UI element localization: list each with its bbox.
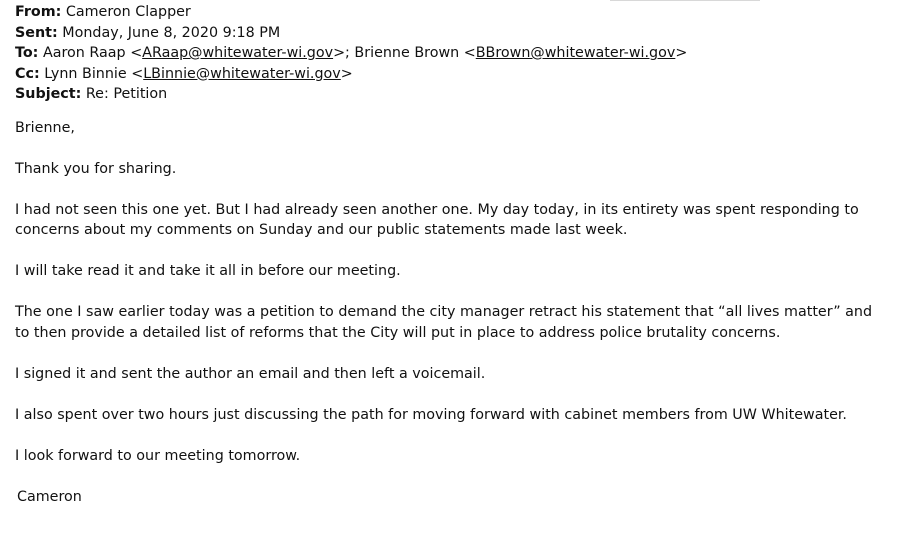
angle-open: < [131, 65, 144, 82]
subject-line [15, 84, 910, 105]
subject-label: Subject: [15, 86, 82, 102]
angle-open: < [130, 45, 143, 61]
to-label: To: [15, 45, 39, 61]
paragraph-petition-line-1: The one I saw earlier today was a petition to demand the city manager retract his statement that “all lives matter” and [15, 304, 873, 320]
to-email-link-2[interactable]: BBrown@whitewater-wi.gov [475, 45, 676, 61]
paragraph-petition [15, 302, 895, 343]
to-name-2: Brienne Brown [354, 45, 460, 61]
paragraph-petition-line-2: to then provide a detailed list of reforms that the City will put in place to address police brutality concerns. [15, 324, 781, 341]
cc-line [15, 64, 910, 85]
paragraph-cabinet: I also spent over two hours just discussing the path for moving forward with cabinet members from UW Whitewater. [15, 406, 847, 423]
to-email-link-1[interactable]: ARaap@whitewater-wi.gov [142, 45, 334, 61]
cc-name: Lynn Binnie [44, 65, 127, 82]
to-separator: >; [333, 45, 355, 61]
from-label: From: [15, 4, 62, 20]
cc-label: Cc: [15, 65, 40, 82]
to-name-1: Aaron Raap [42, 45, 126, 61]
signature: Cameron [17, 488, 82, 505]
greeting: Brienne, [15, 119, 75, 136]
paragraph-not-seen-line-2: concerns about my comments on Sunday and our public statements made last week. [15, 222, 628, 238]
to-line [15, 43, 910, 64]
angle-close: > [675, 45, 688, 61]
paragraph-not-seen [15, 200, 895, 241]
paragraph-look-forward: I look forward to our meeting tomorrow. [15, 447, 301, 464]
cc-email-link[interactable]: LBinnie@whitewater-wi.gov [143, 65, 341, 82]
paragraph-thanks: Thank you for sharing. [15, 160, 177, 177]
email-body [15, 118, 910, 508]
sent-value: Monday, June 8, 2020 9:18 PM [62, 24, 281, 41]
sent-label: Sent: [15, 24, 58, 41]
angle-open: < [463, 45, 476, 61]
paragraph-read-it: I will take read it and take it all in before our meeting. [15, 263, 401, 279]
scan-artifact-line [610, 0, 760, 1]
email-message [15, 2, 910, 507]
paragraph-not-seen-line-1: I had not seen this one yet. But I had already seen another one. My day today, in its entirety was spent responding to [15, 201, 859, 218]
from-line [15, 2, 910, 23]
sent-line [15, 23, 910, 44]
paragraph-signed: I signed it and sent the author an email and then left a voicemail. [15, 365, 486, 382]
subject-value: Re: Petition [85, 86, 168, 102]
angle-close: > [340, 65, 353, 82]
from-value: Cameron Clapper [65, 4, 191, 20]
